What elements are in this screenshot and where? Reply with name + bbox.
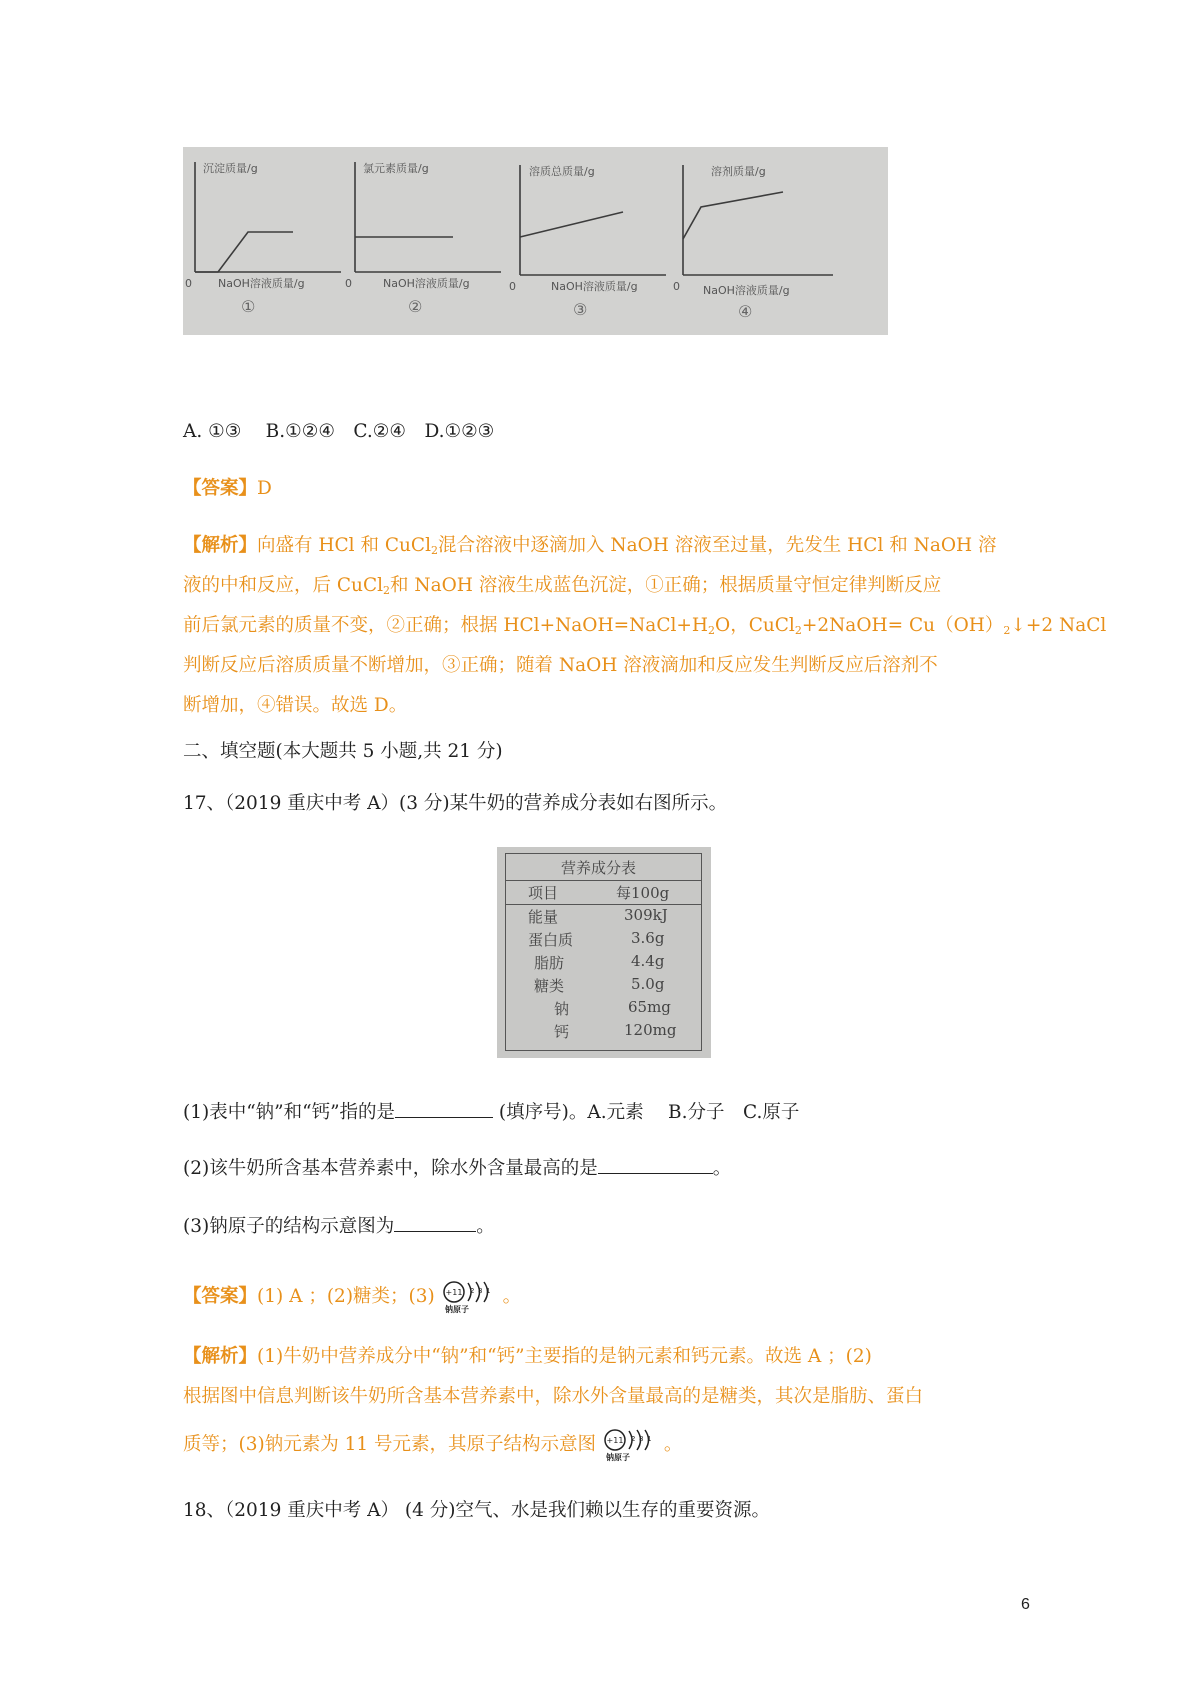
subscript: 2 [431,544,439,557]
nutrition-table-head-value: 每100g [616,884,670,902]
subscript: 2 [708,624,716,637]
graph-4-curve [683,192,783,239]
graph-4-ylabel: 溶剂质量/g [711,165,766,178]
q17-sub-1 [183,1097,799,1127]
q16-answer-tag: 【答案】 [183,478,258,499]
atom-label: 钠原子 [444,1305,469,1314]
nutrition-table-head-row [506,880,701,905]
graph-4-xlabel: NaOH溶液质量/g [703,284,790,297]
atom-shell-3: 1 [485,1287,491,1295]
q16-analysis-tag: 【解析】 [183,535,258,556]
graphs-svg [183,147,888,335]
q17-sub-3-tail: 。 [476,1216,495,1237]
nutrition-item: 脂肪 [534,954,565,972]
section-2-heading: 二、填空题(本大题共 5 小题,共 21 分) [183,741,503,762]
graph-1-ylabel: 沉淀质量/g [203,162,258,175]
nutrition-value: 3.6g [631,929,665,947]
q16-analysis-text: ↓+2 NaCl [1010,615,1107,636]
q16-analysis-text: O，CuCl [715,615,795,636]
nutrition-value: 4.4g [631,952,665,970]
graph-3 [509,164,666,319]
q17-analysis-line-2: 根据图中信息判断该牛奶所含基本营养素中，除水外含量最高的是糖类，其次是脂肪、蛋白 [183,1386,924,1407]
q17-sub-3-text: (3)钠原子的结构示意图为 [183,1216,395,1237]
graph-2-origin: 0 [345,277,352,290]
q17-sub-1-tail: (填序号)。A.元素 B.分子 C.原子 [493,1102,800,1123]
q17-answer-tag: 【答案】 [183,1286,258,1307]
q17-analysis-line-1 [183,1343,872,1371]
q16-answer [183,475,272,503]
nutrition-table-head-item: 项目 [528,884,559,902]
q17-sub-2-blank [598,1153,713,1174]
nutrition-value: 309kJ [624,906,668,924]
q17-sub-2-text: (2)该牛奶所含基本营养素中，除水外含量最高的是 [183,1158,598,1179]
atom-shell-1: 2 [469,1287,475,1295]
graph-4 [673,164,833,321]
graph-1-curve [195,232,293,272]
atom-shell-3: 1 [646,1435,652,1443]
subscript: 2 [794,624,802,637]
atom-core: +11 [606,1436,624,1445]
q17-answer-text: (1) A ；(2)糖类；(3) [257,1286,435,1307]
nutrition-value: 65mg [628,998,671,1016]
graph-2-num: ② [408,297,423,316]
q17-answer [183,1280,521,1314]
sodium-atom-diagram-2 [602,1428,664,1462]
q16-analysis-line-5: 断增加，④错误。故选 D。 [183,695,408,716]
q16-analysis-line-2 [183,572,941,600]
q17-analysis-tail: 。 [663,1434,683,1455]
nutrition-table-title: 营养成分表 [561,859,637,877]
atom-shell-1: 2 [630,1435,636,1443]
sodium-atom-diagram [441,1280,503,1314]
q17-sub-1-blank [395,1097,493,1118]
q16-options: A. ①③ B.①②④ C.②④ D.①②③ [183,421,495,442]
nutrition-table-photo [497,847,711,1058]
nutrition-item: 蛋白质 [528,931,574,949]
graph-2 [345,161,501,316]
graph-2-ylabel: 氯元素质量/g [363,162,429,175]
atom-core: +11 [445,1288,463,1297]
subscript: 2 [1003,624,1011,637]
nutrition-item: 糖类 [534,977,565,995]
atom-shell-2: 8 [477,1287,483,1295]
graph-1-origin: 0 [185,277,192,290]
nutrition-table-title-row [506,854,701,881]
q17-sub-2-tail: 。 [712,1158,732,1179]
q17-analysis-tag: 【解析】 [183,1346,258,1367]
q17-stem: 17、（2019 重庆中考 A）(3 分)某牛奶的营养成分表如右图所示。 [183,793,728,814]
q17-analysis-text: 质等；(3)钠元素为 11 号元素，其原子结构示意图 [183,1434,597,1455]
q17-sub-1-text: (1)表中“钠”和“钙”指的是 [183,1102,396,1123]
q16-answer-value: D [257,478,272,499]
q16-analysis-line-4: 判断反应后溶质质量不断增加，③正确；随着 NaOH 溶液滴加和反应发生判断反应后溶剂不 [183,655,938,676]
nutrition-table [505,853,702,1051]
q17-sub-3-blank [394,1211,476,1232]
nutrition-item: 能量 [528,908,559,926]
graphs-photo [183,147,888,335]
nutrition-value: 5.0g [631,975,665,993]
subscript: 2 [383,584,391,597]
nutrition-item: 钙 [554,1023,570,1041]
atom-shell-2: 8 [638,1435,644,1443]
q16-analysis-text: 向盛有 HCl 和 CuCl [257,535,432,556]
q16-analysis-text: +2NaOH= Cu（OH） [801,615,1004,636]
q16-analysis-text: 混合溶液中逐滴加入 NaOH 溶液至过量，先发生 HCl 和 NaOH 溶 [438,535,997,556]
q16-analysis-text: 和 NaOH 溶液生成蓝色沉淀，①正确；根据质量守恒定律判断反应 [390,575,942,596]
q18-stem: 18、（2019 重庆中考 A） (4 分)空气、水是我们赖以生存的重要资源。 [183,1500,770,1521]
q17-sub-3 [183,1211,495,1241]
q16-analysis-text: 液的中和反应，后 CuCl [183,575,384,596]
graph-3-ylabel: 溶质总质量/g [529,165,595,178]
q17-analysis-line-3 [183,1428,682,1462]
page-number: 6 [1021,1596,1030,1613]
q16-analysis-line-3 [183,612,1106,640]
graph-3-curve [520,212,623,237]
graph-4-num: ④ [738,302,753,321]
q16-analysis-line-1 [183,532,997,560]
q17-analysis-text: (1)牛奶中营养成分中“钠”和“钙”主要指的是钠元素和钙元素。故选 A ；(2) [257,1346,872,1367]
graph-1-num: ① [241,297,256,316]
graph-1 [185,161,341,316]
graph-3-origin: 0 [509,280,516,293]
q16-analysis-text: 前后氯元素的质量不变，②正确；根据 HCl+NaOH=NaCl+H [183,615,709,636]
graph-3-xlabel: NaOH溶液质量/g [551,280,638,293]
graph-4-origin: 0 [673,280,680,293]
q17-sub-2 [183,1153,731,1183]
atom-label: 钠原子 [605,1453,630,1462]
nutrition-item: 钠 [554,1000,570,1018]
q17-answer-tail: 。 [502,1286,522,1307]
nutrition-value: 120mg [624,1021,677,1039]
graph-1-xlabel: NaOH溶液质量/g [218,277,305,290]
graph-2-xlabel: NaOH溶液质量/g [383,277,470,290]
graph-3-num: ③ [573,300,588,319]
